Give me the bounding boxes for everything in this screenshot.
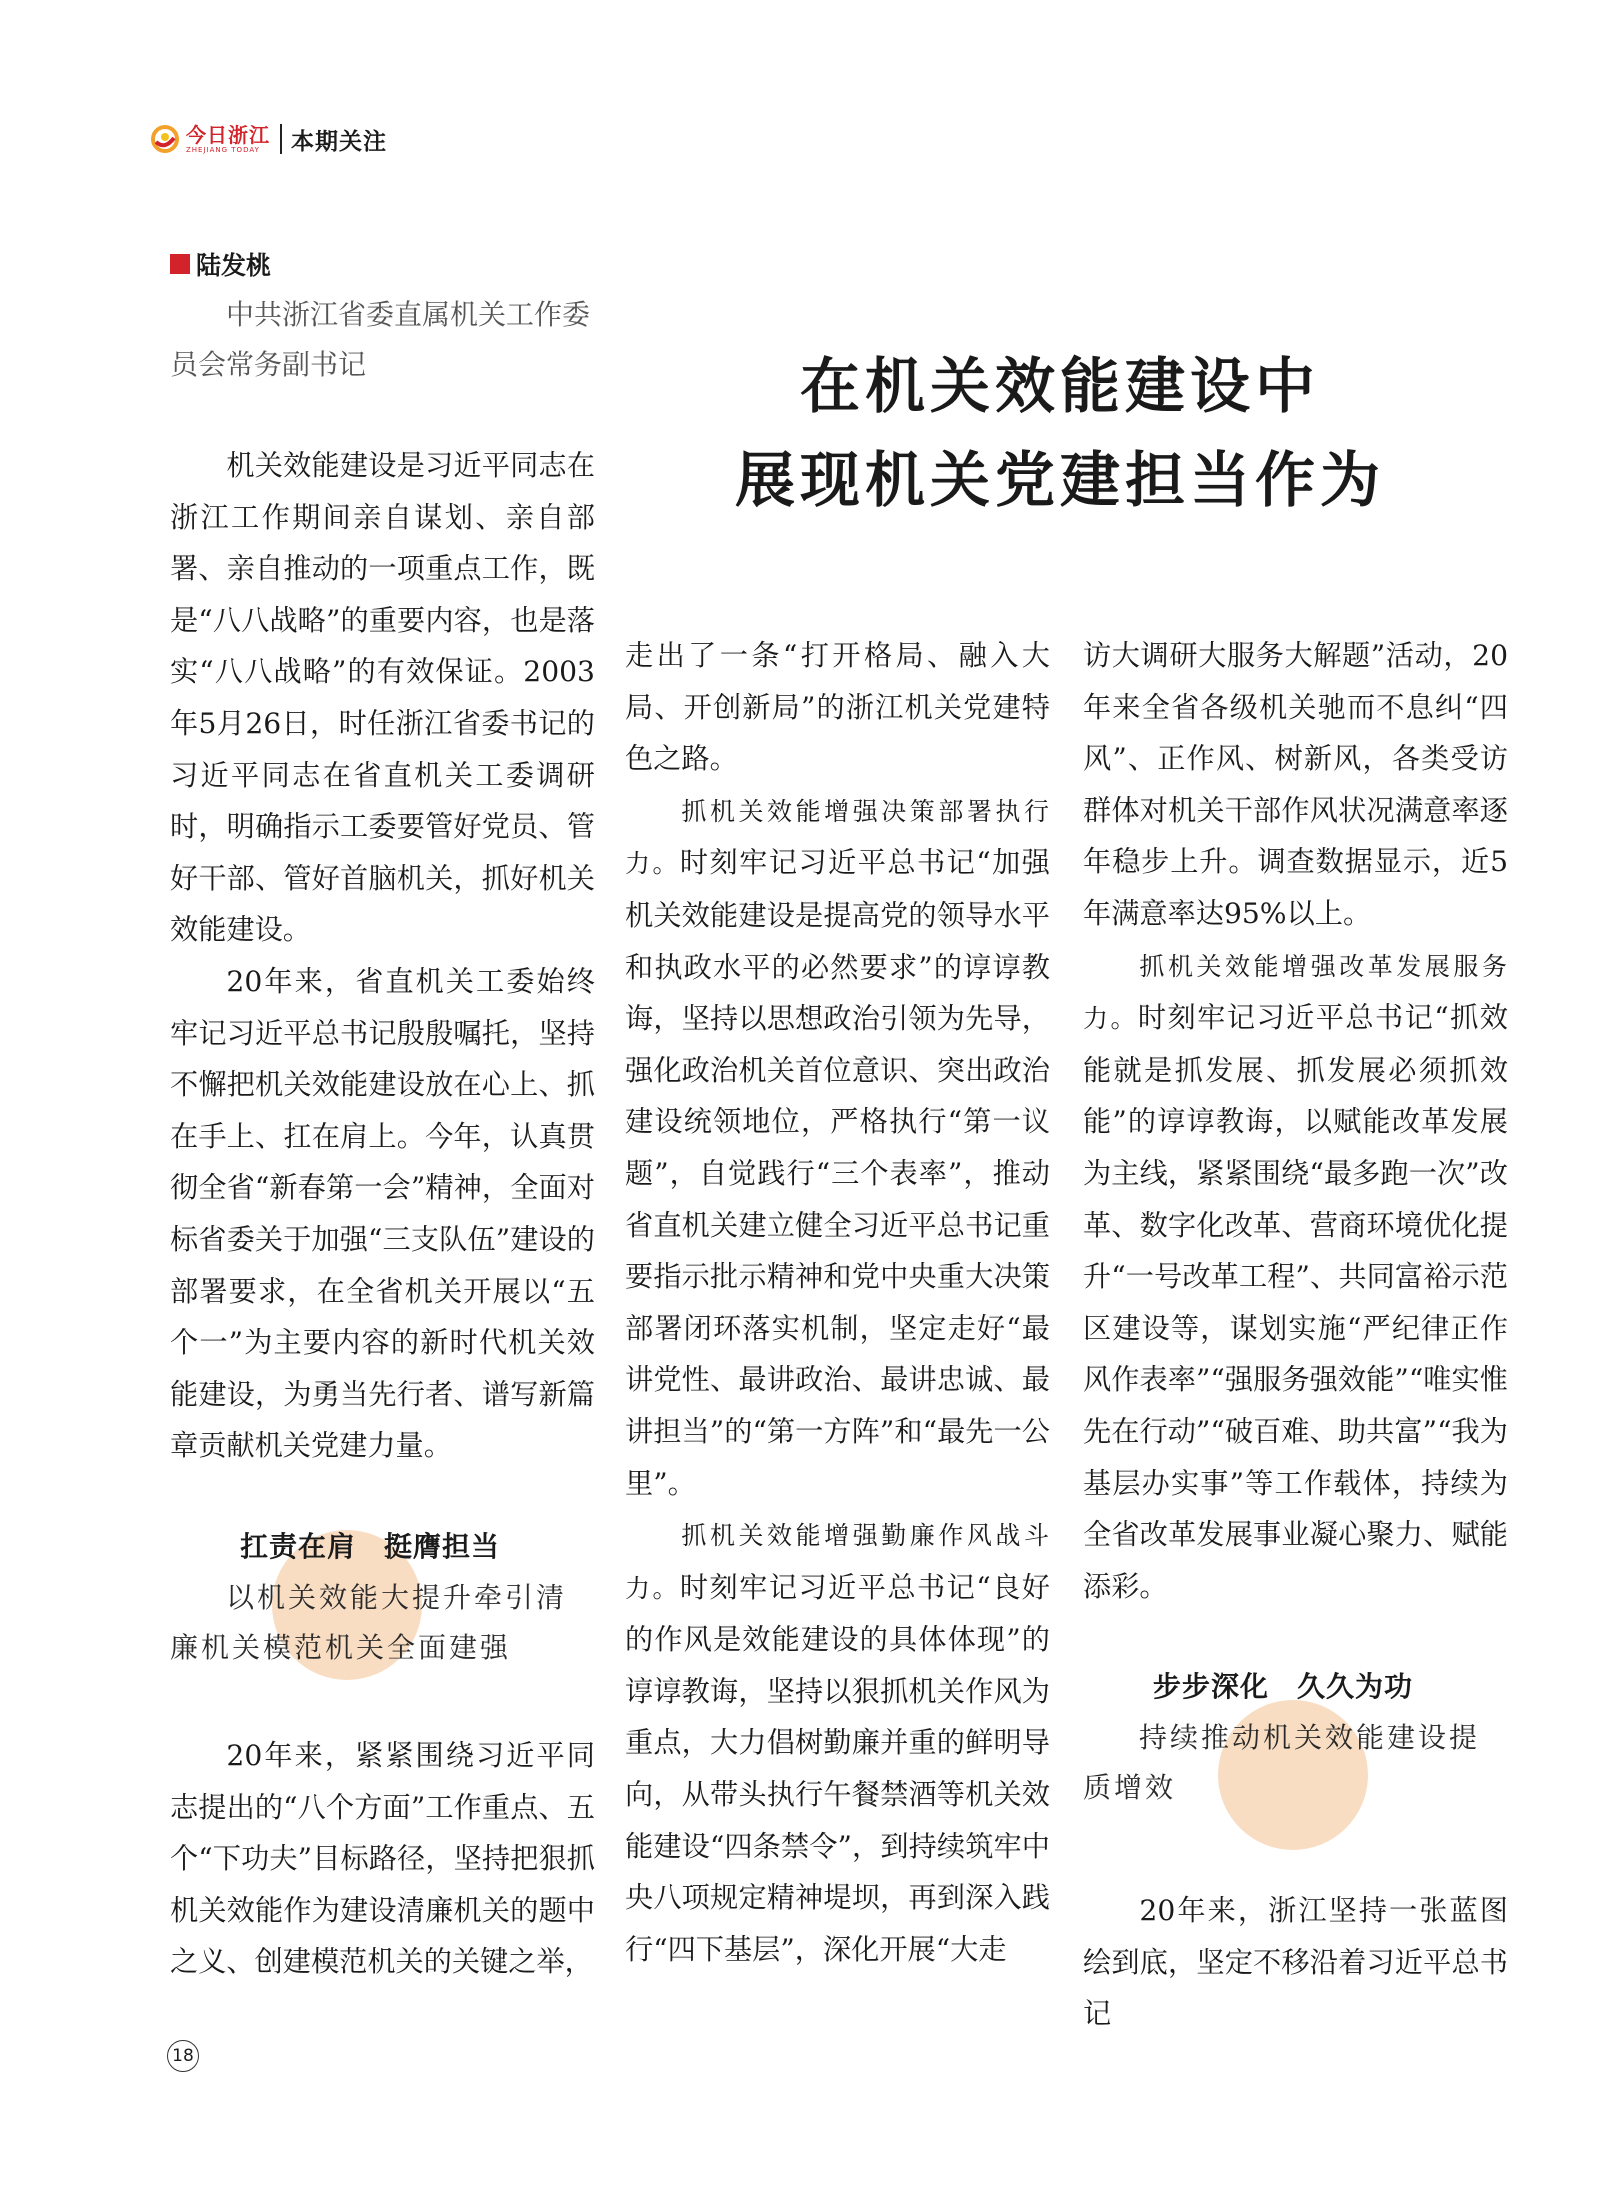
page-header bbox=[150, 117, 387, 161]
logo-swirl-icon bbox=[150, 124, 180, 154]
paragraph-body: 时刻牢记习近平总书记“良好的作风是效能建设的具体体现”的谆谆教诲，坚持以狠抓机关作风为重点，大力倡树勤廉并重的鲜明导向，从带头执行午餐禁酒等机关效能建设“四条禁令”，到持续筑牢中央八项规定精神堤坝，再到深入践行“四下基层”，深化开展“大走 bbox=[625, 1570, 1050, 1966]
header-divider bbox=[280, 124, 282, 154]
paragraph bbox=[625, 785, 1050, 1509]
subheading-1 bbox=[170, 1525, 595, 1673]
subheading-2 bbox=[1083, 1665, 1508, 1813]
paragraph: 20年来，省直机关工委始终牢记习近平总书记殷殷嘱托，坚持不懈把机关效能建设放在心上、抓在手上、扛在肩上。今年，认真贯彻全省“新春第一会”精神，全面对标省委关于加强“三支队伍”建设的部署要求，在全省机关开展以“五个一”为主要内容的新时代机关效能建设，为勇当先行者、谱写新篇章贡献机关党建力量。 bbox=[170, 964, 595, 1463]
red-square-marker bbox=[170, 254, 190, 274]
paragraph: 走出了一条“打开格局、融入大局、开创新局”的浙江机关党建特色之路。 bbox=[625, 639, 1050, 776]
subheading-sub: 以机关效能大提升牵引清廉机关模范机关全面建强 bbox=[170, 1581, 568, 1664]
logo-english: ZHEJIANG TODAY bbox=[186, 145, 260, 154]
paragraph-lead: 抓机关效能增强决策部署执行力。 bbox=[625, 796, 1050, 879]
title-line-1: 在机关效能建设中 bbox=[800, 352, 1320, 422]
paragraph: 访大调研大服务大解题”活动，20年来全省各级机关驰而不息纠“四风”、正作风、树新风，各类受访群体对机关干部作风状况满意率逐年稳步上升。调查数据显示，近5年满意率达95%以上。 bbox=[1083, 639, 1508, 930]
paragraph: 机关效能建设是习近平同志在浙江工作期间亲自谋划、亲自部署、亲自推动的一项重点工作，既是“八八战略”的重要内容，也是落实“八八战略”的有效保证。2003年5月26日，时任浙江省委书记的习近平同志在省直机关工委调研时，明确指示工委要管好党员、管好干部、管好首脑机关，抓好机关效能建设。 bbox=[170, 449, 595, 947]
column-3 bbox=[1083, 630, 1508, 1612]
column-2 bbox=[625, 630, 1050, 1975]
author-name bbox=[170, 246, 271, 282]
subheading-main-part-a: 扛责在肩 bbox=[240, 1530, 357, 1563]
subheading-main-part-b: 久久为功 bbox=[1297, 1670, 1414, 1703]
column-1-continued bbox=[170, 1730, 595, 1988]
subheading-sub: 持续推动机关效能建设提质增效 bbox=[1083, 1721, 1481, 1804]
column-1 bbox=[170, 440, 595, 1472]
subheading-main bbox=[1083, 1665, 1508, 1709]
author-name-text: 陆发桃 bbox=[196, 251, 272, 280]
logo-chinese: 今日浙江 bbox=[186, 122, 270, 147]
paragraph-body: 时刻牢记习近平总书记“抓效能就是抓发展、抓发展必须抓效能”的谆谆教诲，以赋能改革发展为主线，紧紧围绕“最多跑一次”改革、数字化改革、营商环境优化提升“一号改革工程”、共同富裕示范区建设等，谋划实施“严纪律正作风作表率”“强服务强效能”“唯实惟先在行动”“破百难、助共富”“我为基层办实事”等工作载体，持续为全省改革发展事业凝心聚力、赋能添彩。 bbox=[1083, 1001, 1508, 1603]
subheading-main-part-a: 步步深化 bbox=[1153, 1670, 1270, 1703]
column-3-continued bbox=[1083, 1885, 1508, 2040]
magazine-logo bbox=[150, 124, 270, 154]
paragraph bbox=[1083, 940, 1508, 1613]
paragraph: 20年来，浙江坚持一张蓝图绘到底，坚定不移沿着习近平总书记 bbox=[1083, 1894, 1508, 2031]
article-title bbox=[640, 340, 1480, 528]
section-name: 本期关注 bbox=[291, 128, 387, 155]
page-number: 18 bbox=[167, 2040, 199, 2072]
subheading-main-part-b: 挺膺担当 bbox=[384, 1530, 501, 1563]
author-title: 中共浙江省委直属机关工作委员会常务副书记 bbox=[170, 298, 591, 381]
subheading-main bbox=[170, 1525, 595, 1569]
title-line-2: 展现机关党建担当作为 bbox=[735, 446, 1385, 516]
paragraph: 20年来，紧紧围绕习近平同志提出的“八个方面”工作重点、五个“下功夫”目标路径，坚持把狠抓机关效能作为建设清廉机关的题中之义、创建模范机关的关键之举， bbox=[170, 1739, 595, 1979]
paragraph-lead: 抓机关效能增强勤廉作风战斗力。 bbox=[625, 1521, 1050, 1603]
paragraph bbox=[625, 1509, 1050, 1975]
paragraph-body: 时刻牢记习近平总书记“加强机关效能建设是提高党的领导水平和执政水平的必然要求”的谆谆教诲，坚持以思想政治引领为先导，强化政治机关首位意识、突出政治建设统领地位，严格执行“第一议题”，自觉践行“三个表率”，推动省直机关建立健全习近平总书记重要指示批示精神和党中央重大决策部署闭环落实机制，坚定走好“最讲党性、最讲政治、最讲忠诚、最讲担当”的“第一方阵”和“最先一公里”。 bbox=[625, 846, 1050, 1500]
paragraph-lead: 抓机关效能增强改革发展服务力。 bbox=[1083, 951, 1508, 1034]
